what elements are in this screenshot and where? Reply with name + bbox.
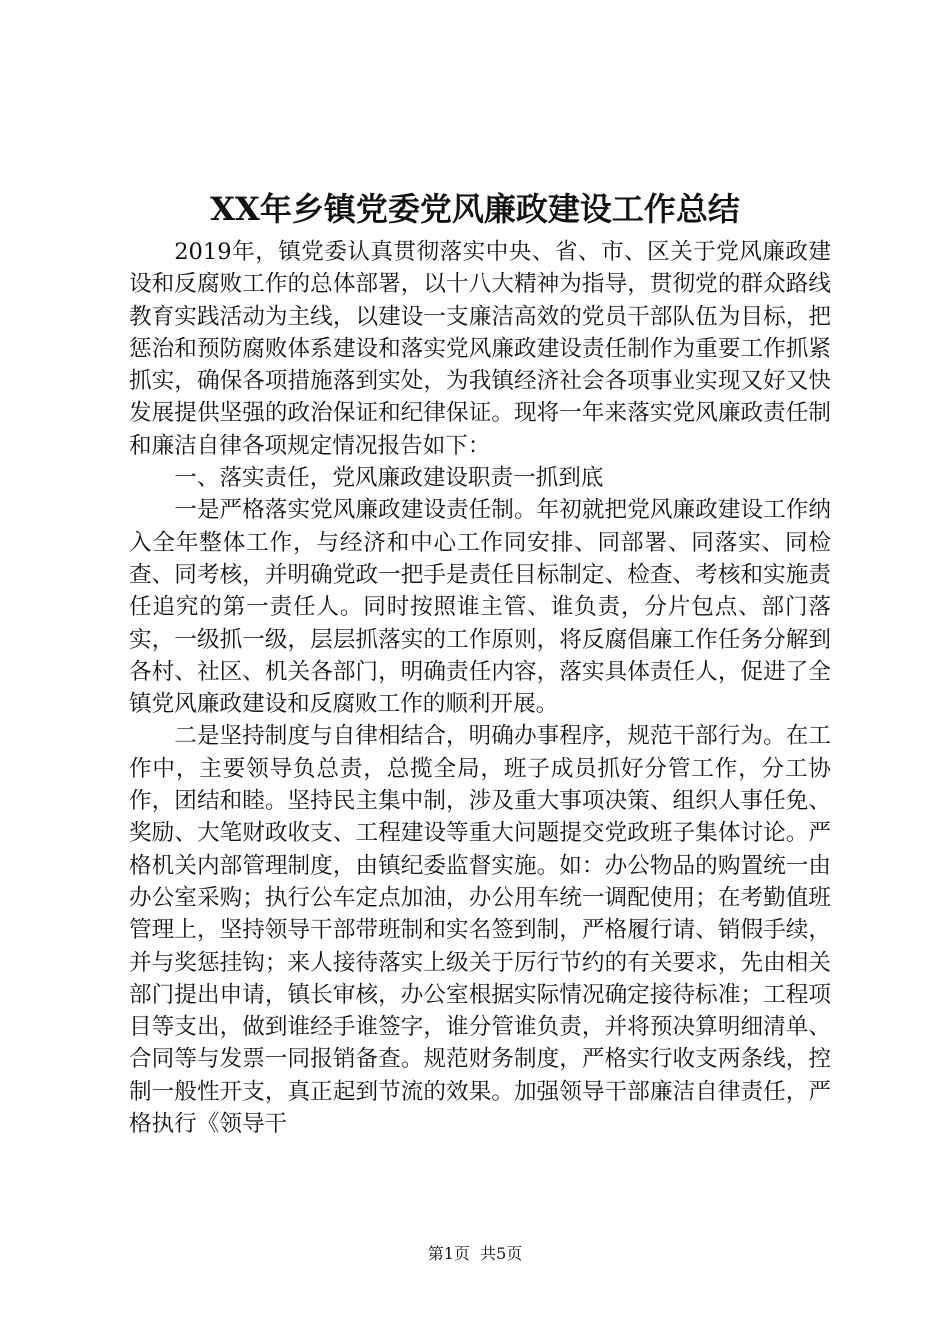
page-total: 共5页 <box>480 1244 523 1263</box>
document-body <box>129 236 831 1140</box>
section-heading-1: 一、落实责任，党风廉政建设职责一抓到底 <box>174 465 604 492</box>
paragraph-intro: 2019年，镇党委认真贯彻落实中央、省、市、区关于党风廉政建设和反腐败工作的总体部署，以十八大精神为指导，贯彻党的群众路线教育实践活动为主线，以建设一支廉洁高效的党员干部队伍为目标，把惩治和预防腐败体系建设和落实党风廉政建设责任制作为重要工作抓紧抓实，确保各项措施落到实处，为我镇经济社会各项事业实现又好又快发展提供坚强的政治保证和纪律保证。现将一年来落实党风廉政责任制和廉洁自律各项规定情况报告如下： <box>129 239 831 459</box>
page-footer <box>0 1242 950 1266</box>
paragraph-responsibility: 一是严格落实党风廉政建设责任制。年初就把党风廉政建设工作纳入全年整体工作，与经济和中心工作同安排、同部署、同落实、同检查、同考核，并明确党政一把手是责任目标制定、检查、考核和实施责任追究的第一责任人。同时按照谁主管、谁负责，分片包点、部门落实，一级抓一级，层层抓落实的工作原则，将反腐倡廉工作任务分解到各村、社区、机关各部门，明确责任内容，落实具体责任人，促进了全镇党风廉政建设和反腐败工作的顺利开展。 <box>129 497 831 718</box>
page-number: 第1页 <box>427 1244 470 1263</box>
paragraph-discipline: 二是坚持制度与自律相结合，明确办事程序，规范干部行为。在工作中，主要领导负总责，总揽全局，班子成员抓好分管工作，分工协作，团结和睦。坚持民主集中制，涉及重大事项决策、组织人事任免、奖励、大笔财政收支、工程建设等重大问题提交党政班子集体讨论。严格机关内部管理制度，由镇纪委监督实施。如：办公物品的购置统一由办公室采购；执行公车定点加油，办公用车统一调配使用；在考勤值班管理上，坚持领导干部带班制和实名签到制，严格履行请、销假手续，并与奖惩挂钩；来人接待落实上级关于厉行节约的有关要求，先由相关部门提出申请，镇长审核，办公室根据实际情况确定接待标准；工程项目等支出，做到谁经手谁签字，谁分管谁负责，并将预决算明细清单、合同等与发票一同报销备查。规范财务制度，严格实行收支两条线，控制一般性开支，真正起到节流的效果。加强领导干部廉洁自律责任，严格执行《领导干 <box>129 723 831 1138</box>
document-title: XX年乡镇党委党风廉政建设工作总结 <box>210 190 740 228</box>
